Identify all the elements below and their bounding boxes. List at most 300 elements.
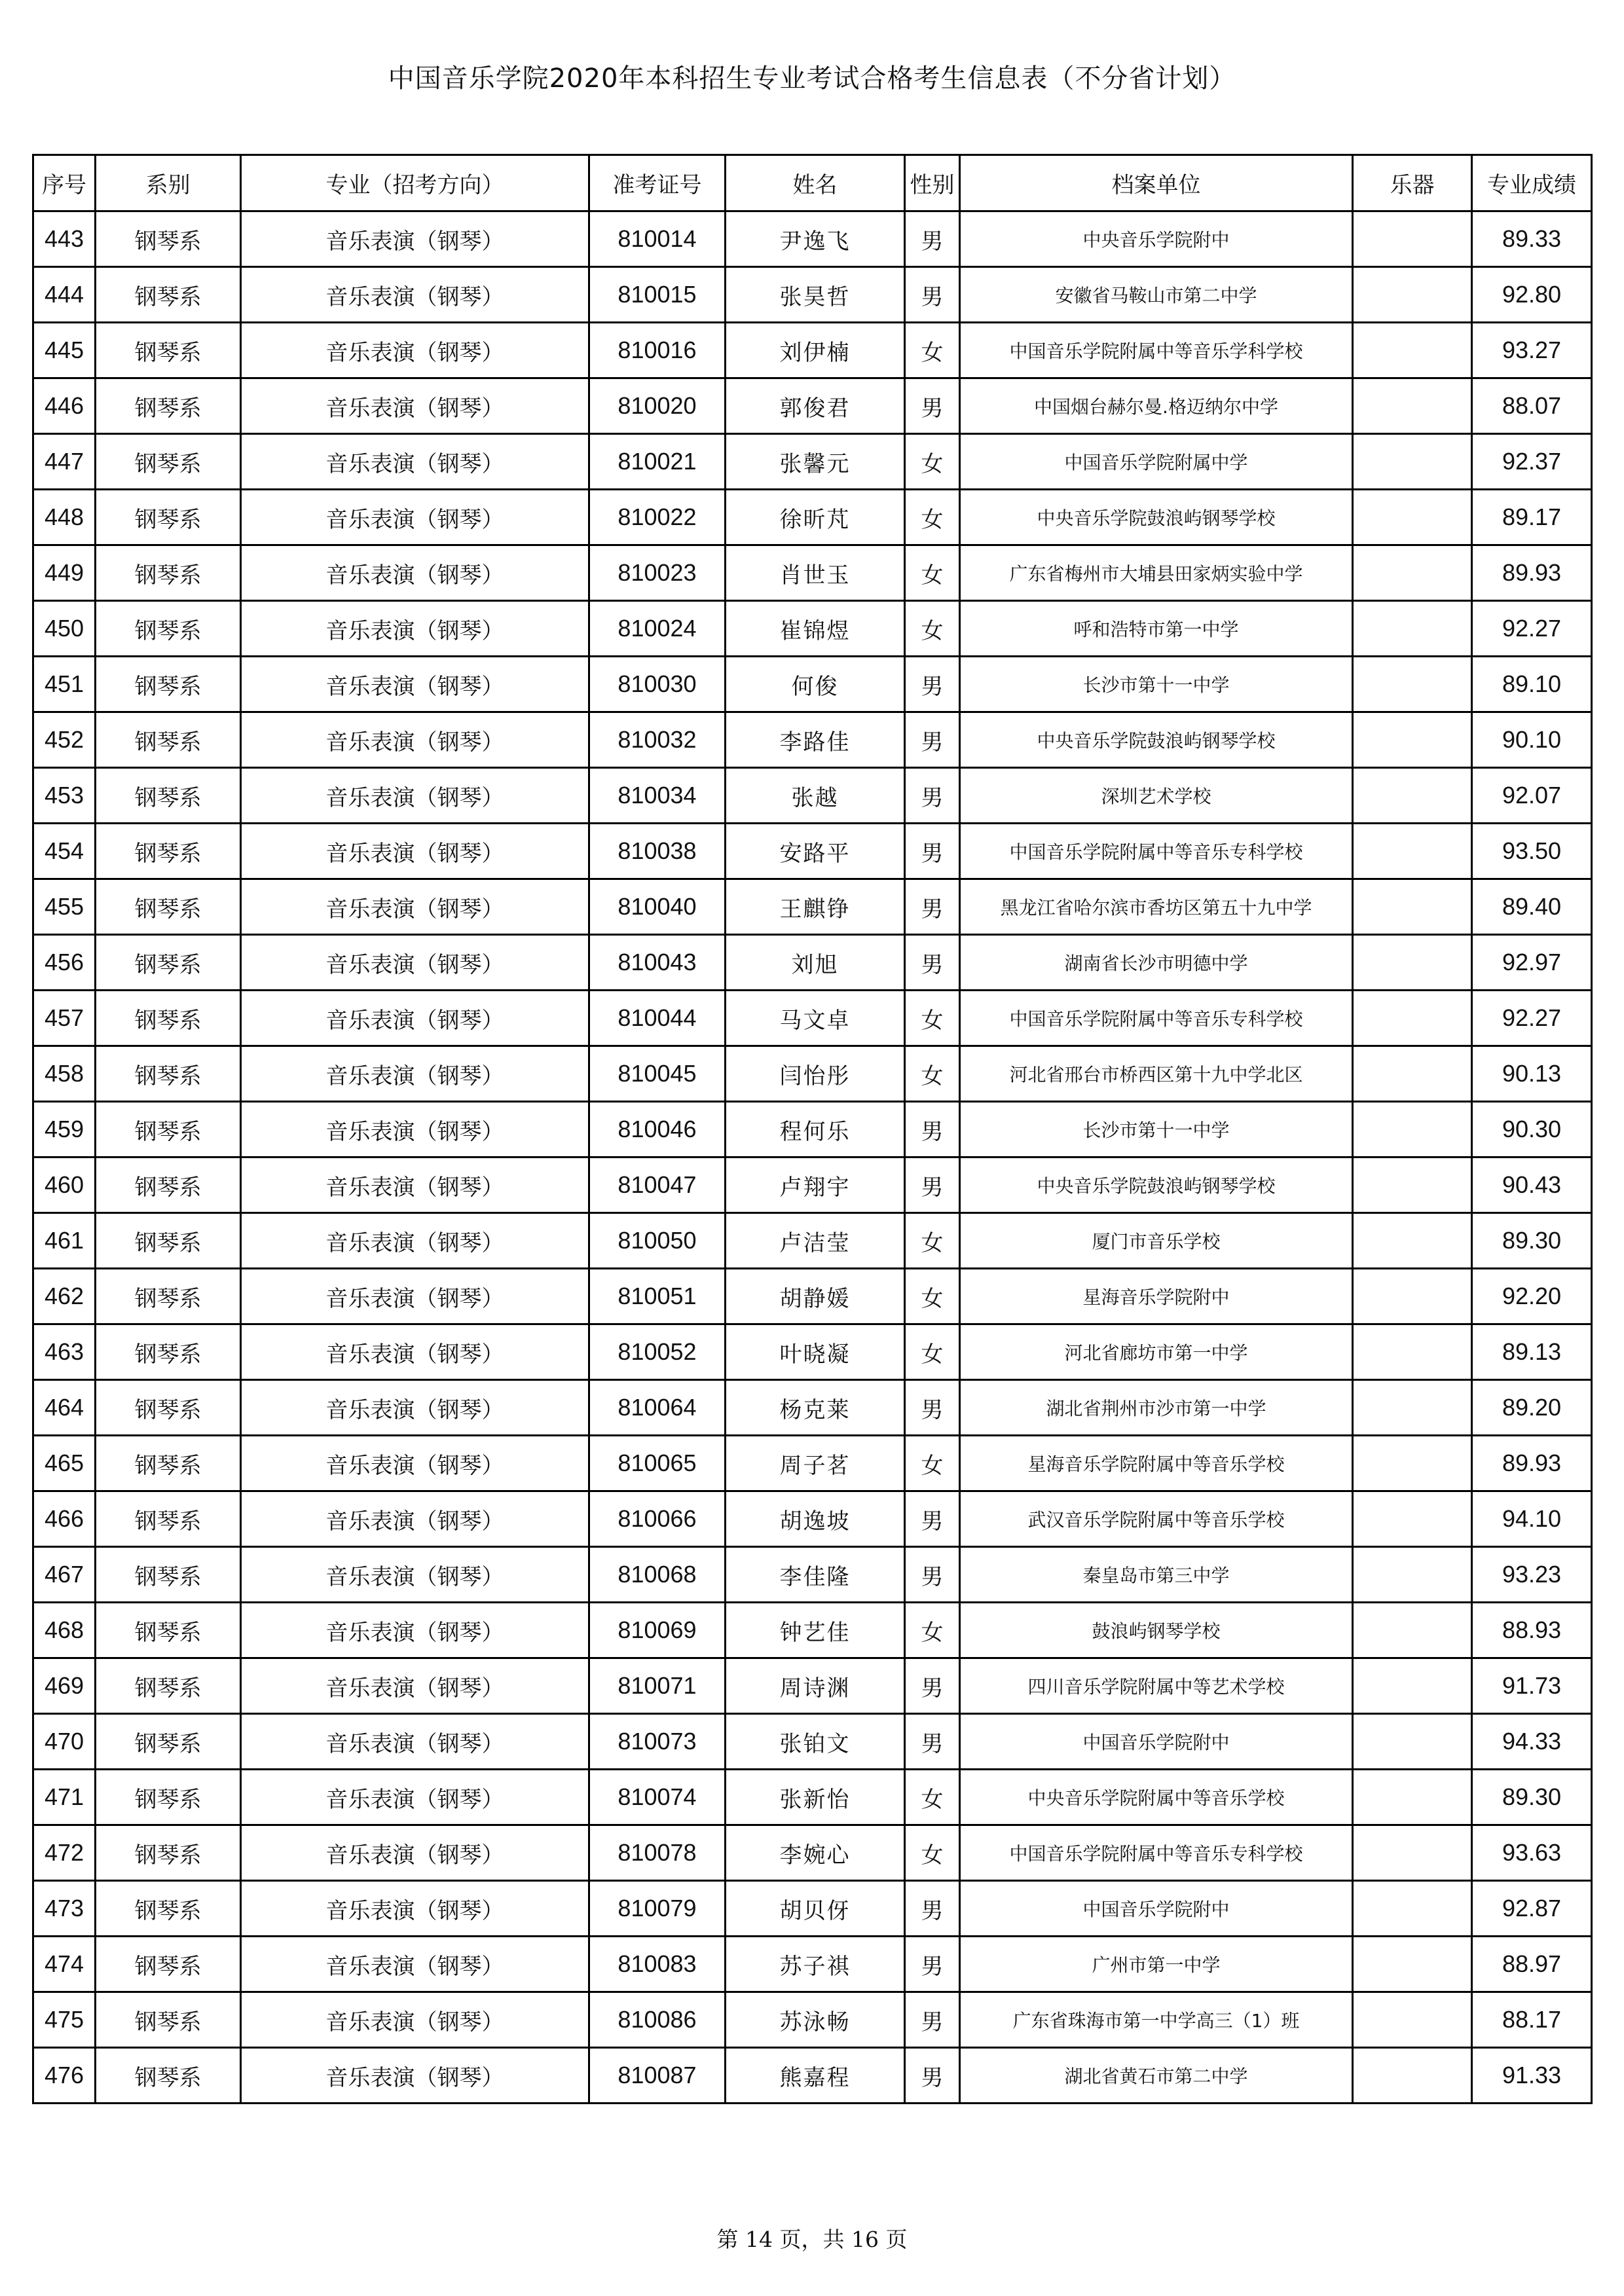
cell-name: 钟艺佳 xyxy=(726,1603,905,1658)
cell-archive: 深圳艺术学校 xyxy=(960,768,1353,824)
cell-gender: 男 xyxy=(905,657,960,712)
cell-seq: 459 xyxy=(33,1102,96,1157)
cell-archive: 湖南省长沙市明德中学 xyxy=(960,935,1353,991)
cell-major: 音乐表演（钢琴） xyxy=(241,211,589,267)
table-row xyxy=(33,1046,1592,1102)
cell-major: 音乐表演（钢琴） xyxy=(241,545,589,601)
cell-name: 卢洁莹 xyxy=(726,1213,905,1269)
cell-dept: 钢琴系 xyxy=(96,378,241,434)
cell-score: 89.10 xyxy=(1472,657,1592,712)
cell-archive: 秦皇岛市第三中学 xyxy=(960,1547,1353,1603)
cell-name: 苏泳畅 xyxy=(726,1992,905,2048)
table-row xyxy=(33,1547,1592,1603)
cell-seq: 454 xyxy=(33,824,96,879)
cell-major: 音乐表演（钢琴） xyxy=(241,1603,589,1658)
cell-score: 90.30 xyxy=(1472,1102,1592,1157)
cell-gender: 男 xyxy=(905,1380,960,1436)
candidate-table xyxy=(32,154,1593,2104)
cell-seq: 476 xyxy=(33,2048,96,2104)
cell-archive: 广东省梅州市大埔县田家炳实验中学 xyxy=(960,545,1353,601)
cell-gender: 女 xyxy=(905,1436,960,1491)
cell-dept: 钢琴系 xyxy=(96,1992,241,2048)
cell-seq: 472 xyxy=(33,1825,96,1881)
cell-name: 胡静媛 xyxy=(726,1269,905,1324)
cell-name: 胡贝伢 xyxy=(726,1881,905,1937)
cell-dept: 钢琴系 xyxy=(96,267,241,323)
cell-major: 音乐表演（钢琴） xyxy=(241,323,589,378)
cell-exam-id: 810032 xyxy=(589,712,726,768)
cell-score: 89.40 xyxy=(1472,879,1592,935)
cell-dept: 钢琴系 xyxy=(96,490,241,545)
cell-gender: 女 xyxy=(905,991,960,1046)
cell-exam-id: 810020 xyxy=(589,378,726,434)
cell-instrument xyxy=(1353,991,1472,1046)
cell-instrument xyxy=(1353,434,1472,490)
cell-major: 音乐表演（钢琴） xyxy=(241,1046,589,1102)
cell-score: 90.13 xyxy=(1472,1046,1592,1102)
table-row xyxy=(33,824,1592,879)
cell-dept: 钢琴系 xyxy=(96,1213,241,1269)
cell-dept: 钢琴系 xyxy=(96,1714,241,1770)
table-row xyxy=(33,211,1592,267)
cell-gender: 男 xyxy=(905,935,960,991)
cell-exam-id: 810022 xyxy=(589,490,726,545)
cell-major: 音乐表演（钢琴） xyxy=(241,1436,589,1491)
cell-name: 何俊 xyxy=(726,657,905,712)
cell-seq: 463 xyxy=(33,1324,96,1380)
cell-name: 张馨元 xyxy=(726,434,905,490)
cell-major: 音乐表演（钢琴） xyxy=(241,1380,589,1436)
cell-exam-id: 810021 xyxy=(589,434,726,490)
cell-gender: 女 xyxy=(905,545,960,601)
table-row xyxy=(33,1825,1592,1881)
cell-major: 音乐表演（钢琴） xyxy=(241,434,589,490)
page-title: 中国音乐学院2020年本科招生专业考试合格考生信息表（不分省计划） xyxy=(388,64,1236,94)
cell-archive: 中国音乐学院附属中等音乐专科学校 xyxy=(960,1825,1353,1881)
cell-name: 张新怡 xyxy=(726,1770,905,1825)
cell-name: 徐昕芃 xyxy=(726,490,905,545)
cell-exam-id: 810043 xyxy=(589,935,726,991)
cell-gender: 男 xyxy=(905,2048,960,2104)
cell-gender: 女 xyxy=(905,490,960,545)
cell-major: 音乐表演（钢琴） xyxy=(241,768,589,824)
table-row xyxy=(33,1992,1592,2048)
cell-archive: 湖北省荆州市沙市第一中学 xyxy=(960,1380,1353,1436)
cell-score: 89.30 xyxy=(1472,1213,1592,1269)
table-row xyxy=(33,2048,1592,2104)
cell-name: 张铂文 xyxy=(726,1714,905,1770)
cell-instrument xyxy=(1353,601,1472,657)
header-score: 专业成绩 xyxy=(1472,155,1592,211)
cell-dept: 钢琴系 xyxy=(96,545,241,601)
cell-name: 周诗渊 xyxy=(726,1658,905,1714)
cell-archive: 黑龙江省哈尔滨市香坊区第五十九中学 xyxy=(960,879,1353,935)
table-row xyxy=(33,712,1592,768)
cell-gender: 男 xyxy=(905,768,960,824)
cell-name: 李婉心 xyxy=(726,1825,905,1881)
cell-gender: 女 xyxy=(905,1213,960,1269)
cell-instrument xyxy=(1353,1046,1472,1102)
cell-seq: 471 xyxy=(33,1770,96,1825)
cell-name: 尹逸飞 xyxy=(726,211,905,267)
cell-major: 音乐表演（钢琴） xyxy=(241,1770,589,1825)
cell-seq: 455 xyxy=(33,879,96,935)
table-header-row xyxy=(33,155,1592,211)
header-name: 姓名 xyxy=(726,155,905,211)
cell-seq: 448 xyxy=(33,490,96,545)
cell-instrument xyxy=(1353,1269,1472,1324)
cell-seq: 444 xyxy=(33,267,96,323)
cell-score: 93.27 xyxy=(1472,323,1592,378)
cell-major: 音乐表演（钢琴） xyxy=(241,1714,589,1770)
cell-score: 89.93 xyxy=(1472,1436,1592,1491)
cell-score: 91.73 xyxy=(1472,1658,1592,1714)
cell-score: 89.20 xyxy=(1472,1380,1592,1436)
cell-instrument xyxy=(1353,935,1472,991)
cell-seq: 456 xyxy=(33,935,96,991)
cell-name: 苏子祺 xyxy=(726,1937,905,1992)
cell-major: 音乐表演（钢琴） xyxy=(241,1269,589,1324)
cell-dept: 钢琴系 xyxy=(96,1603,241,1658)
cell-seq: 467 xyxy=(33,1547,96,1603)
header-archive: 档案单位 xyxy=(960,155,1353,211)
cell-score: 92.87 xyxy=(1472,1881,1592,1937)
cell-dept: 钢琴系 xyxy=(96,1157,241,1213)
cell-archive: 中国音乐学院附属中等音乐专科学校 xyxy=(960,824,1353,879)
cell-exam-id: 810046 xyxy=(589,1102,726,1157)
table-row xyxy=(33,1157,1592,1213)
cell-name: 刘旭 xyxy=(726,935,905,991)
cell-archive: 广东省珠海市第一中学高三（1）班 xyxy=(960,1992,1353,2048)
cell-instrument xyxy=(1353,1491,1472,1547)
cell-dept: 钢琴系 xyxy=(96,1881,241,1937)
header-dept: 系别 xyxy=(96,155,241,211)
cell-dept: 钢琴系 xyxy=(96,1658,241,1714)
cell-gender: 女 xyxy=(905,1324,960,1380)
cell-instrument xyxy=(1353,1770,1472,1825)
cell-instrument xyxy=(1353,879,1472,935)
cell-name: 郭俊君 xyxy=(726,378,905,434)
cell-seq: 453 xyxy=(33,768,96,824)
cell-major: 音乐表演（钢琴） xyxy=(241,267,589,323)
cell-dept: 钢琴系 xyxy=(96,1046,241,1102)
cell-dept: 钢琴系 xyxy=(96,824,241,879)
table-row xyxy=(33,1937,1592,1992)
cell-instrument xyxy=(1353,1547,1472,1603)
header-instrument: 乐器 xyxy=(1353,155,1472,211)
cell-exam-id: 810030 xyxy=(589,657,726,712)
cell-seq: 446 xyxy=(33,378,96,434)
cell-instrument xyxy=(1353,267,1472,323)
cell-dept: 钢琴系 xyxy=(96,879,241,935)
cell-score: 93.50 xyxy=(1472,824,1592,879)
cell-name: 张越 xyxy=(726,768,905,824)
cell-dept: 钢琴系 xyxy=(96,1436,241,1491)
cell-gender: 男 xyxy=(905,1491,960,1547)
cell-gender: 男 xyxy=(905,211,960,267)
cell-major: 音乐表演（钢琴） xyxy=(241,712,589,768)
cell-gender: 女 xyxy=(905,323,960,378)
table-row xyxy=(33,1714,1592,1770)
cell-name: 闫怡彤 xyxy=(726,1046,905,1102)
cell-archive: 呼和浩特市第一中学 xyxy=(960,601,1353,657)
cell-instrument xyxy=(1353,1937,1472,1992)
table-row xyxy=(33,434,1592,490)
cell-instrument xyxy=(1353,1658,1472,1714)
cell-exam-id: 810047 xyxy=(589,1157,726,1213)
cell-archive: 鼓浪屿钢琴学校 xyxy=(960,1603,1353,1658)
cell-archive: 厦门市音乐学校 xyxy=(960,1213,1353,1269)
cell-archive: 中央音乐学院鼓浪屿钢琴学校 xyxy=(960,1157,1353,1213)
cell-exam-id: 810015 xyxy=(589,267,726,323)
cell-instrument xyxy=(1353,1881,1472,1937)
cell-dept: 钢琴系 xyxy=(96,211,241,267)
cell-major: 音乐表演（钢琴） xyxy=(241,657,589,712)
cell-seq: 470 xyxy=(33,1714,96,1770)
cell-exam-id: 810069 xyxy=(589,1603,726,1658)
cell-score: 89.33 xyxy=(1472,211,1592,267)
header-gender: 性别 xyxy=(905,155,960,211)
cell-archive: 长沙市第十一中学 xyxy=(960,1102,1353,1157)
cell-score: 92.27 xyxy=(1472,991,1592,1046)
cell-major: 音乐表演（钢琴） xyxy=(241,490,589,545)
cell-instrument xyxy=(1353,1102,1472,1157)
header-exam-id: 准考证号 xyxy=(589,155,726,211)
cell-score: 89.13 xyxy=(1472,1324,1592,1380)
cell-seq: 451 xyxy=(33,657,96,712)
cell-name: 肖世玉 xyxy=(726,545,905,601)
cell-dept: 钢琴系 xyxy=(96,935,241,991)
cell-name: 叶晓凝 xyxy=(726,1324,905,1380)
cell-score: 88.93 xyxy=(1472,1603,1592,1658)
cell-archive: 长沙市第十一中学 xyxy=(960,657,1353,712)
cell-gender: 男 xyxy=(905,1102,960,1157)
cell-archive: 中国音乐学院附属中学 xyxy=(960,434,1353,490)
cell-gender: 男 xyxy=(905,1937,960,1992)
cell-archive: 中国音乐学院附属中等音乐专科学校 xyxy=(960,991,1353,1046)
cell-gender: 男 xyxy=(905,1157,960,1213)
table-row xyxy=(33,545,1592,601)
cell-name: 胡逸坡 xyxy=(726,1491,905,1547)
cell-seq: 464 xyxy=(33,1380,96,1436)
cell-instrument xyxy=(1353,1825,1472,1881)
cell-major: 音乐表演（钢琴） xyxy=(241,1324,589,1380)
cell-score: 92.20 xyxy=(1472,1269,1592,1324)
table-row xyxy=(33,1491,1592,1547)
cell-gender: 女 xyxy=(905,1770,960,1825)
cell-score: 92.97 xyxy=(1472,935,1592,991)
cell-seq: 466 xyxy=(33,1491,96,1547)
cell-name: 马文卓 xyxy=(726,991,905,1046)
cell-score: 90.10 xyxy=(1472,712,1592,768)
table-row xyxy=(33,1380,1592,1436)
cell-name: 程何乐 xyxy=(726,1102,905,1157)
cell-seq: 465 xyxy=(33,1436,96,1491)
page-footer: 第 14 页，共 16 页 xyxy=(716,2227,908,2252)
cell-exam-id: 810045 xyxy=(589,1046,726,1102)
cell-seq: 458 xyxy=(33,1046,96,1102)
cell-gender: 男 xyxy=(905,879,960,935)
header-seq: 序号 xyxy=(33,155,96,211)
cell-score: 92.80 xyxy=(1472,267,1592,323)
cell-gender: 男 xyxy=(905,267,960,323)
cell-instrument xyxy=(1353,545,1472,601)
cell-gender: 男 xyxy=(905,1547,960,1603)
cell-archive: 中国音乐学院附中 xyxy=(960,1714,1353,1770)
cell-exam-id: 810038 xyxy=(589,824,726,879)
cell-exam-id: 810024 xyxy=(589,601,726,657)
cell-major: 音乐表演（钢琴） xyxy=(241,879,589,935)
cell-exam-id: 810023 xyxy=(589,545,726,601)
cell-exam-id: 810074 xyxy=(589,1770,726,1825)
cell-instrument xyxy=(1353,1436,1472,1491)
cell-name: 卢翔宇 xyxy=(726,1157,905,1213)
cell-gender: 男 xyxy=(905,1881,960,1937)
cell-major: 音乐表演（钢琴） xyxy=(241,1213,589,1269)
cell-archive: 中国音乐学院附中 xyxy=(960,1881,1353,1937)
cell-score: 94.33 xyxy=(1472,1714,1592,1770)
cell-instrument xyxy=(1353,712,1472,768)
cell-instrument xyxy=(1353,1714,1472,1770)
cell-score: 88.97 xyxy=(1472,1937,1592,1992)
cell-score: 92.37 xyxy=(1472,434,1592,490)
cell-seq: 473 xyxy=(33,1881,96,1937)
cell-name: 李路佳 xyxy=(726,712,905,768)
cell-dept: 钢琴系 xyxy=(96,1547,241,1603)
cell-name: 崔锦煜 xyxy=(726,601,905,657)
table-row xyxy=(33,267,1592,323)
cell-name: 安路平 xyxy=(726,824,905,879)
cell-archive: 河北省廊坊市第一中学 xyxy=(960,1324,1353,1380)
cell-gender: 男 xyxy=(905,712,960,768)
cell-major: 音乐表演（钢琴） xyxy=(241,1937,589,1992)
cell-score: 91.33 xyxy=(1472,2048,1592,2104)
cell-seq: 462 xyxy=(33,1269,96,1324)
cell-archive: 河北省邢台市桥西区第十九中学北区 xyxy=(960,1046,1353,1102)
cell-seq: 457 xyxy=(33,991,96,1046)
cell-exam-id: 810068 xyxy=(589,1547,726,1603)
cell-name: 李佳隆 xyxy=(726,1547,905,1603)
table-row xyxy=(33,323,1592,378)
cell-score: 89.17 xyxy=(1472,490,1592,545)
cell-exam-id: 810016 xyxy=(589,323,726,378)
table-row xyxy=(33,768,1592,824)
cell-dept: 钢琴系 xyxy=(96,1380,241,1436)
cell-archive: 中国烟台赫尔曼.格迈纳尔中学 xyxy=(960,378,1353,434)
cell-archive: 湖北省黄石市第二中学 xyxy=(960,2048,1353,2104)
cell-gender: 男 xyxy=(905,378,960,434)
cell-name: 周子茗 xyxy=(726,1436,905,1491)
cell-instrument xyxy=(1353,1324,1472,1380)
table-row xyxy=(33,1770,1592,1825)
table-row xyxy=(33,935,1592,991)
cell-gender: 男 xyxy=(905,1658,960,1714)
cell-seq: 449 xyxy=(33,545,96,601)
cell-score: 88.17 xyxy=(1472,1992,1592,2048)
cell-archive: 中央音乐学院鼓浪屿钢琴学校 xyxy=(960,490,1353,545)
cell-archive: 武汉音乐学院附属中等音乐学校 xyxy=(960,1491,1353,1547)
cell-dept: 钢琴系 xyxy=(96,768,241,824)
cell-score: 88.07 xyxy=(1472,378,1592,434)
cell-dept: 钢琴系 xyxy=(96,1937,241,1992)
cell-instrument xyxy=(1353,490,1472,545)
cell-gender: 男 xyxy=(905,1714,960,1770)
cell-name: 刘伊楠 xyxy=(726,323,905,378)
cell-major: 音乐表演（钢琴） xyxy=(241,2048,589,2104)
cell-exam-id: 810034 xyxy=(589,768,726,824)
cell-major: 音乐表演（钢琴） xyxy=(241,935,589,991)
cell-exam-id: 810086 xyxy=(589,1992,726,2048)
cell-instrument xyxy=(1353,1992,1472,2048)
cell-archive: 星海音乐学院附属中等音乐学校 xyxy=(960,1436,1353,1491)
table-row xyxy=(33,991,1592,1046)
cell-exam-id: 810065 xyxy=(589,1436,726,1491)
cell-instrument xyxy=(1353,378,1472,434)
cell-dept: 钢琴系 xyxy=(96,2048,241,2104)
cell-score: 92.27 xyxy=(1472,601,1592,657)
table-row xyxy=(33,879,1592,935)
table-row xyxy=(33,1102,1592,1157)
cell-major: 音乐表演（钢琴） xyxy=(241,1881,589,1937)
table-row xyxy=(33,1269,1592,1324)
table-row xyxy=(33,601,1592,657)
cell-dept: 钢琴系 xyxy=(96,657,241,712)
cell-dept: 钢琴系 xyxy=(96,1102,241,1157)
cell-instrument xyxy=(1353,323,1472,378)
cell-score: 93.23 xyxy=(1472,1547,1592,1603)
cell-name: 张昊哲 xyxy=(726,267,905,323)
cell-exam-id: 810014 xyxy=(589,211,726,267)
cell-major: 音乐表演（钢琴） xyxy=(241,1491,589,1547)
cell-score: 89.93 xyxy=(1472,545,1592,601)
cell-dept: 钢琴系 xyxy=(96,1491,241,1547)
table-row xyxy=(33,490,1592,545)
cell-seq: 443 xyxy=(33,211,96,267)
header-major: 专业（招考方向） xyxy=(241,155,589,211)
table-row xyxy=(33,1603,1592,1658)
cell-major: 音乐表演（钢琴） xyxy=(241,1547,589,1603)
cell-major: 音乐表演（钢琴） xyxy=(241,1825,589,1881)
cell-major: 音乐表演（钢琴） xyxy=(241,1992,589,2048)
cell-gender: 女 xyxy=(905,434,960,490)
cell-gender: 女 xyxy=(905,1825,960,1881)
cell-instrument xyxy=(1353,1213,1472,1269)
cell-archive: 中央音乐学院附属中等音乐学校 xyxy=(960,1770,1353,1825)
cell-gender: 女 xyxy=(905,1046,960,1102)
cell-dept: 钢琴系 xyxy=(96,712,241,768)
cell-major: 音乐表演（钢琴） xyxy=(241,824,589,879)
cell-seq: 468 xyxy=(33,1603,96,1658)
cell-score: 90.43 xyxy=(1472,1157,1592,1213)
cell-score: 94.10 xyxy=(1472,1491,1592,1547)
cell-dept: 钢琴系 xyxy=(96,991,241,1046)
cell-gender: 女 xyxy=(905,1269,960,1324)
cell-dept: 钢琴系 xyxy=(96,1324,241,1380)
cell-seq: 475 xyxy=(33,1992,96,2048)
cell-dept: 钢琴系 xyxy=(96,1770,241,1825)
cell-score: 89.30 xyxy=(1472,1770,1592,1825)
table-row xyxy=(33,1324,1592,1380)
cell-archive: 广州市第一中学 xyxy=(960,1937,1353,1992)
cell-gender: 女 xyxy=(905,1603,960,1658)
cell-instrument xyxy=(1353,1157,1472,1213)
cell-gender: 女 xyxy=(905,601,960,657)
cell-exam-id: 810044 xyxy=(589,991,726,1046)
table-row xyxy=(33,378,1592,434)
cell-dept: 钢琴系 xyxy=(96,1825,241,1881)
cell-archive: 中国音乐学院附属中等音乐学科学校 xyxy=(960,323,1353,378)
cell-major: 音乐表演（钢琴） xyxy=(241,378,589,434)
